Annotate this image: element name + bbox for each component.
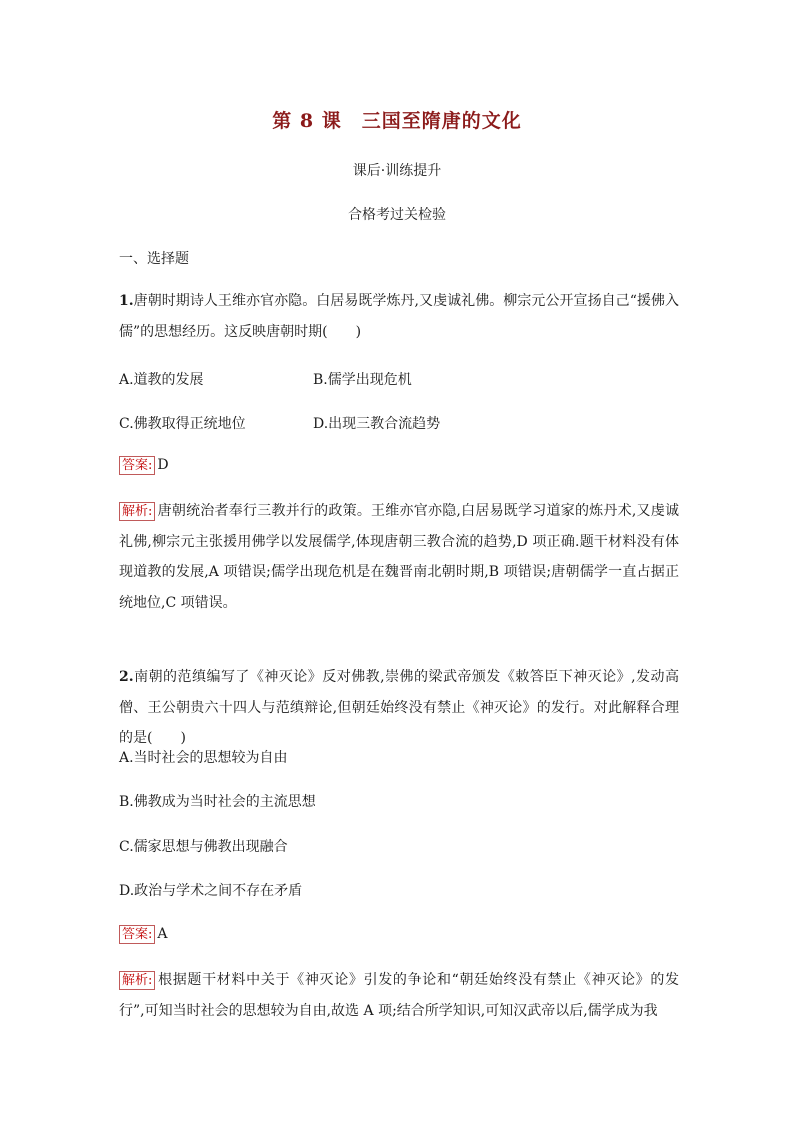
option-b: B.儒学出现危机 <box>313 372 412 388</box>
answer-value: D <box>157 457 169 473</box>
option-c: C.儒家思想与佛教出现融合 <box>119 839 288 855</box>
option-d: D.出现三教合流趋势 <box>313 416 441 432</box>
question-text: 南朝的范缜编写了《神灭论》反对佛教,崇佛的梁武帝颁发《敕答臣下神灭论》,发动高僧、王公朝贵六十四人与范缜辩论,但朝廷始终没有禁止《神灭论》的发行。对此解释合理的是( ) <box>119 669 679 746</box>
question-1-stem <box>119 286 679 347</box>
explanation-text: 唐朝统治者奉行三教并行的政策。王维亦官亦隐,白居易既学习道家的炼丹术,又虔诚礼佛,柳宗元主张援用佛学以发展儒学,体现唐朝三教合流的趋势,D 项正确.题干材料没有体现道教的发展,A 项错误;儒学出现危机是在魏晋南北朝时期,B 项错误;唐朝儒学一直占据正统地位,C 项错误。 <box>119 503 679 611</box>
explanation-tag: 解析: <box>119 971 155 990</box>
explanation-tag: 解析: <box>119 502 155 521</box>
section-heading: 一、选择题 <box>119 251 189 267</box>
option-a: A.道教的发展 <box>119 372 204 388</box>
answer-tag: 答案: <box>119 925 155 944</box>
answer-value: A <box>157 926 168 942</box>
question-text: 唐朝时期诗人王维亦官亦隐。白居易既学炼丹,又虔诚礼佛。柳宗元公开宣扬自己“援佛入儒”的思想经历。这反映唐朝时期( ) <box>119 293 679 340</box>
explanation-paragraph <box>119 496 679 618</box>
question-number: 2. <box>119 669 134 685</box>
option-b: B.佛教成为当时社会的主流思想 <box>119 794 316 810</box>
answer-tag: 答案: <box>119 456 155 475</box>
question-2-stem <box>119 662 679 754</box>
answer-line <box>119 925 168 944</box>
explanation-text: 根据题干材料中关于《神灭论》引发的争论和“朝廷始终没有禁止《神灭论》的发行”,可知当时社会的思想较为自由,故选 A 项;结合所学知识,可知汉武帝以后,儒学成为我 <box>119 972 679 1019</box>
section-subtitle: 课后·训练提升 <box>352 163 442 179</box>
section-subtitle-secondary: 合格考过关检验 <box>348 207 446 223</box>
explanation-paragraph <box>119 965 679 1026</box>
question-number: 1. <box>119 293 134 309</box>
page-title: 第 8 课 三国至隋唐的文化 <box>272 110 522 132</box>
answer-line <box>119 456 169 475</box>
option-d: D.政治与学术之间不存在矛盾 <box>119 883 303 899</box>
option-c: C.佛教取得正统地位 <box>119 416 246 432</box>
option-a: A.当时社会的思想较为自由 <box>119 750 288 766</box>
